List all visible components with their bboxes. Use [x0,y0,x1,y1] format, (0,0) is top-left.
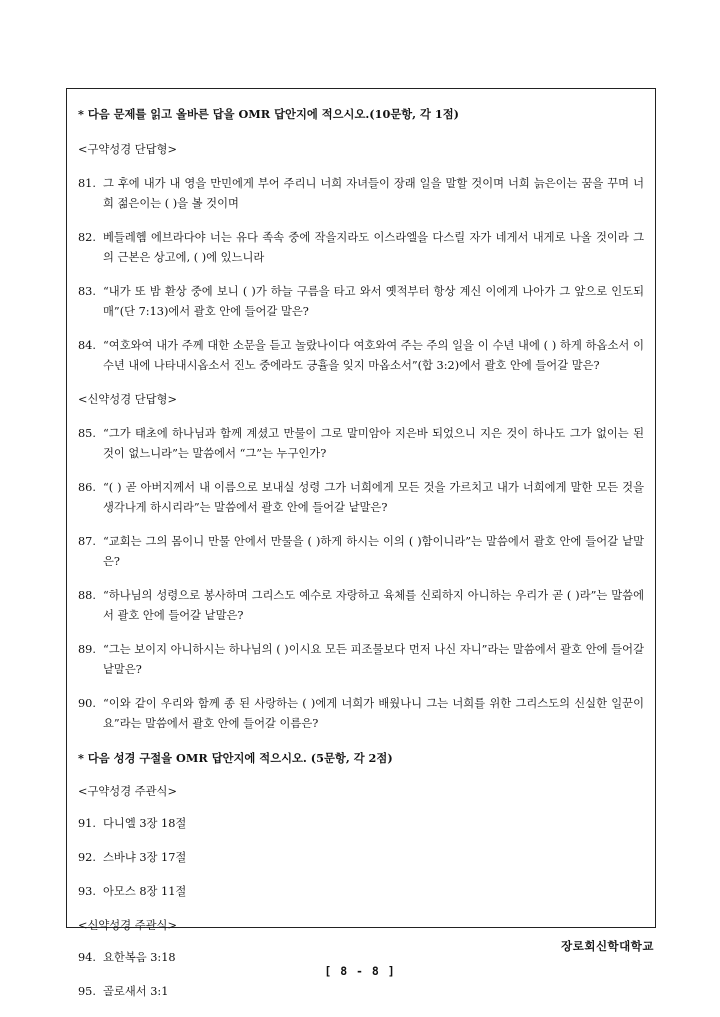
question-88 [78,586,644,626]
question-number: 82. [78,231,96,244]
instruction-essay: * 다음 성경 구절을 OMR 답안지에 적으시오. (5문항, 각 2점) [78,751,393,765]
question-number: 83. [78,285,96,298]
question-number: 89. [78,643,96,656]
section-heading-nt-essay: <신약성경 주관식> [78,919,177,932]
question-text: “그가 태초에 하나님과 함께 계셨고 만물이 그로 말미암아 지은바 되었으니 지은 것이 하나도 그가 없이는 된 것이 없느니라”는 말씀에서 “그”는 누구인가? [103,427,644,460]
section-heading-ot-short: <구약성경 단답형> [78,143,177,156]
question-text: “( ) 곧 아버지께서 내 이름으로 보내실 성령 그가 너희에게 모든 것을 가르치고 내가 너희에게 말한 모든 것을 생각나게 하시리라”는 말씀에서 괄호 안에 들어갈 낱말은? [103,481,644,514]
question-81 [78,174,644,214]
question-number: 81. [78,177,96,190]
question-text: 베들레헴 에브라다야 너는 유다 족속 중에 작을지라도 이스라엘을 다스릴 자가 네게서 내게로 나올 것이라 그의 근본은 상고에, ( )에 있느니라 [103,231,644,264]
question-text: 그 후에 내가 내 영을 만민에게 부어 주리니 너희 자녀들이 장래 일을 말할 것이며 너희 늙은이는 꿈을 꾸며 너희 젊은이는 ( )을 볼 것이며 [103,177,644,210]
question-number: 91. [78,817,96,830]
instruction-short-answer: * 다음 문제를 읽고 올바른 답을 OMR 답안지에 적으시오.(10문항, 각 1점) [78,107,460,121]
question-82 [78,228,644,268]
question-number: 90. [78,697,96,710]
question-text: “그는 보이지 아니하시는 하나님의 ( )이시요 모든 피조물보다 먼저 나신 자니”라는 말씀에서 괄호 안에 들어갈 낱말은? [103,643,644,676]
exam-content [78,104,644,1016]
question-90 [78,694,644,734]
question-number: 86. [78,481,96,494]
question-86 [78,478,644,518]
section-heading-nt-short: <신약성경 단답형> [78,393,177,406]
question-text: 골로새서 3:1 [103,985,169,998]
question-text: 스바냐 3장 17절 [103,851,187,864]
question-87 [78,532,644,572]
essay-question-93 [78,882,644,902]
question-text: 다니엘 3장 18절 [103,817,187,830]
essay-question-95 [78,982,644,1002]
question-89 [78,640,644,680]
question-number: 93. [78,885,96,898]
question-85 [78,424,644,464]
question-text: “내가 또 밤 환상 중에 보니 ( )가 하늘 구름을 타고 와서 옛적부터 항상 계신 이에게 나아가 그 앞으로 인도되매”(단 7:13)에서 괄호 안에 들어갈 말은? [103,285,644,318]
question-number: 94. [78,951,96,964]
section-heading-ot-essay: <구약성경 주관식> [78,785,177,798]
question-83 [78,282,644,322]
page-number: [ 8 - 8 ] [324,964,396,978]
question-number: 88. [78,589,96,602]
essay-question-91 [78,814,644,834]
essay-question-92 [78,848,644,868]
school-name: 장로회신학대학교 [561,939,654,953]
question-text: 아모스 8장 11절 [103,885,187,898]
question-number: 87. [78,535,96,548]
question-number: 92. [78,851,96,864]
question-text: “교회는 그의 몸이니 만물 안에서 만물을 ( )하게 하시는 이의 ( )함이니라”는 말씀에서 괄호 안에 들어갈 낱말은? [103,535,644,568]
question-number: 95. [78,985,96,998]
question-text: “이와 같이 우리와 함께 종 된 사랑하는 ( )에게 너희가 배웠나니 그는 너희를 위한 그리스도의 신실한 일꾼이요”라는 말씀에서 괄호 안에 들어갈 이름은? [103,697,644,730]
question-number: 84. [78,339,96,352]
question-84 [78,336,644,376]
question-number: 85. [78,427,96,440]
question-text: “하나님의 성령으로 봉사하며 그리스도 예수로 자랑하고 육체를 신뢰하지 아니하는 우리가 곧 ( )라”는 말씀에서 괄호 안에 들어갈 낱말은? [103,589,644,622]
question-text: 요한복음 3:18 [103,951,176,964]
question-text: “여호와여 내가 주께 대한 소문을 듣고 놀랐나이다 여호와여 주는 주의 일을 이 수년 내에 ( ) 하게 하옵소서 이 수년 내에 나타내시옵소서 진노 중에라도 긍휼을 잊지 마옵소서”(합 3:2)에서 괄호 안에 들어갈 말은? [103,339,644,372]
